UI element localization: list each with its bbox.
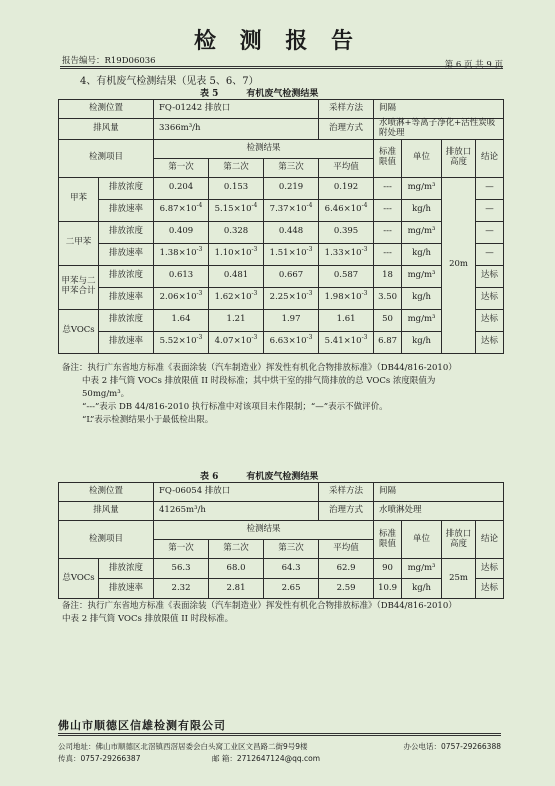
table-cell: --- [374,177,402,199]
table6-flow-value: 41265m³/h [154,502,319,521]
table-row [59,243,504,265]
table5-group-toluene-xylene-total: 甲苯与二甲苯合计 [59,265,99,309]
table-cell: $1.62\times 10^{-3}$ [209,287,264,309]
table-row [59,221,504,243]
table-cell: mg/m³ [402,559,442,579]
table-cell: $6.46\times 10^{-4}$ [319,199,374,221]
table5-param: 排放速率 [99,287,154,309]
table-cell: 56.3 [154,559,209,579]
footer-rule [58,733,501,736]
table5-param: 排放浓度 [99,309,154,331]
note-line: 备注：执行广东省地方标准《表面涂装（汽车制造业）挥发性有机化合物排放标准》（DB44/816-2010） [62,363,457,373]
table6-header-limit: 标准限值 [374,521,402,559]
table-cell: kg/h [402,199,442,221]
table5-header-run3: 第三次 [264,158,319,177]
table5-group-total-vocs: 总VOCs [59,309,99,353]
table6-method-label: 采样方法 [319,483,374,502]
table-cell: $2.06\times 10^{-3}$ [154,287,209,309]
table-cell: 达标 [476,579,504,599]
table5-treatment-label: 治理方式 [319,119,374,140]
table-cell: 90 [374,559,402,579]
table-cell: $5.41\times 10^{-3}$ [319,331,374,353]
table-cell: 0.395 [319,221,374,243]
table-row [59,309,504,331]
table-cell: 62.9 [319,559,374,579]
table6-location-label: 检测位置 [59,483,154,502]
table6-header-item: 检测项目 [59,521,154,559]
report-number: 报告编号：R19D06036 [62,56,156,66]
office-phone: 办公电话：0757-29266388 [403,742,501,751]
table-cell: mg/m³ [402,309,442,331]
table-row [59,287,504,309]
note-line: “---”表示 DB 44/816-2010 执行标准中对该项目未作限制；“—”表示不做评价。 [82,402,388,412]
table-cell: kg/h [402,331,442,353]
table6-header-height: 排放口高度 [442,521,476,559]
table6 [58,482,504,599]
table5-header-run1: 第一次 [154,158,209,177]
table-cell: 0.204 [154,177,209,199]
table5-location-value: FQ-01242 排放口 [154,100,319,119]
table5-flow-label: 排风量 [59,119,154,140]
table-cell: --- [374,221,402,243]
table-cell: kg/h [402,579,442,599]
table-cell: — [476,243,504,265]
table-cell: 3.50 [374,287,402,309]
note-line: 50mg/m³。 [82,389,130,399]
table-cell: 64.3 [264,559,319,579]
table-cell: $7.37\times 10^{-4}$ [264,199,319,221]
table-cell: 2.81 [209,579,264,599]
table-row [59,331,504,353]
table-cell: 0.587 [319,265,374,287]
table6-group-total-vocs: 总VOCs [59,559,99,599]
note-line: 备注：执行广东省地方标准《表面涂装（汽车制造业）挥发性有机化合物排放标准》（DB44/816-2010） [62,601,457,611]
table-cell: 1.61 [319,309,374,331]
table-cell: $6.87\times 10^{-4}$ [154,199,209,221]
table5-param: 排放浓度 [99,177,154,199]
table-cell: 0.219 [264,177,319,199]
table-cell: 0.153 [209,177,264,199]
table6-header-avg: 平均值 [319,540,374,559]
table-cell: 0.448 [264,221,319,243]
note-line: “L”表示检测结果小于最低检出限。 [82,415,214,425]
table-cell: $1.51\times 10^{-3}$ [264,243,319,265]
table5-caption-title: 有机废气检测结果 [246,89,319,99]
table-cell: --- [374,243,402,265]
table5-header-height: 排放口高度 [442,139,476,177]
table-cell: 达标 [476,287,504,309]
table-cell: mg/m³ [402,265,442,287]
table6-location-value: FQ-06054 排放口 [154,483,319,502]
table5-header-unit: 单位 [402,139,442,177]
table5-method-label: 采样方法 [319,100,374,119]
table6-notes [62,600,507,626]
table5-header-limit: 标准限值 [374,139,402,177]
table-cell: $1.38\times 10^{-3}$ [154,243,209,265]
table-cell: 1.21 [209,309,264,331]
table-cell: 达标 [476,331,504,353]
table5-param: 排放浓度 [99,221,154,243]
table5-header-result: 检测结果 [154,139,374,158]
table6-header-run3: 第三次 [264,540,319,559]
table-cell: 0.192 [319,177,374,199]
table-cell: — [476,177,504,199]
table5-header-item: 检测项目 [59,139,154,177]
table-cell: — [476,199,504,221]
table-cell: 50 [374,309,402,331]
table-cell: $1.98\times 10^{-3}$ [319,287,374,309]
fax-number: 传真：0757-29266387 [58,754,141,763]
table-cell: 0.481 [209,265,264,287]
table-cell: 2.65 [264,579,319,599]
table6-height-value: 25m [442,559,476,599]
table6-header-unit: 单位 [402,521,442,559]
table6-method-value: 间隔 [374,483,504,502]
table5-param: 排放速率 [99,199,154,221]
table5-treatment-value: 水喷淋+等离子净化+活性炭吸附处理 [374,119,504,140]
table-cell: 1.97 [264,309,319,331]
table6-caption-title: 有机废气检测结果 [246,472,319,482]
company-address: 公司地址：佛山市顺德区北滘镇西滘居委会白头窝工业区文昌路二街9号9楼 [58,742,308,751]
table6-header-result: 检测结果 [154,521,374,540]
table-cell: $4.07\times 10^{-3}$ [209,331,264,353]
table-cell: $1.33\times 10^{-3}$ [319,243,374,265]
table5-header-run2: 第二次 [209,158,264,177]
table-cell: mg/m³ [402,221,442,243]
table5-param: 排放速率 [99,243,154,265]
table6-flow-label: 排风量 [59,502,154,521]
table6-caption-number: 表 6 [200,472,219,482]
table5-location-label: 检测位置 [59,100,154,119]
table6-treatment-label: 治理方式 [319,502,374,521]
table-cell: 2.32 [154,579,209,599]
table6-param: 排放浓度 [99,559,154,579]
table6-header-conclusion: 结论 [476,521,504,559]
table-cell: 1.64 [154,309,209,331]
table-cell: 0.409 [154,221,209,243]
table5-method-value: 间隔 [374,100,504,119]
table-cell: 6.87 [374,331,402,353]
table5 [58,99,504,354]
table5-notes [62,362,507,427]
note-line: 中表 2 排气筒 VOCs 排放限值 II 时段标准；其中烘干室的排气筒排放的总 VOCs 浓度限值为 [82,376,436,386]
table5-group-xylene: 二甲苯 [59,221,99,265]
table-row [59,199,504,221]
note-line: 中表 2 排气筒 VOCs 排放限值 II 时段标准。 [62,614,234,624]
table-cell: 0.613 [154,265,209,287]
table-cell: 2.59 [319,579,374,599]
table5-header-conclusion: 结论 [476,139,504,177]
section-heading: 4、有机废气检测结果（见表 5、6、7） [80,76,259,87]
table-cell: $5.15\times 10^{-4}$ [209,199,264,221]
table-row [59,559,504,579]
table-cell: $2.25\times 10^{-3}$ [264,287,319,309]
table-cell: mg/m³ [402,177,442,199]
table6-caption [200,469,318,482]
table-cell: --- [374,199,402,221]
table-cell: kg/h [402,287,442,309]
table-cell: 68.0 [209,559,264,579]
table5-header-avg: 平均值 [319,158,374,177]
table-cell: 0.667 [264,265,319,287]
table-cell: 达标 [476,265,504,287]
table6-param: 排放速率 [99,579,154,599]
table-row [59,265,504,287]
table-cell: 达标 [476,559,504,579]
table5-param: 排放浓度 [99,265,154,287]
table5-param: 排放速率 [99,331,154,353]
table-cell: 18 [374,265,402,287]
company-name: 佛山市顺德区信雄检测有限公司 [58,719,226,732]
table5-group-toluene: 甲苯 [59,177,99,221]
table-cell: — [476,221,504,243]
table-cell: kg/h [402,243,442,265]
table6-header-run2: 第二次 [209,540,264,559]
table-cell: 达标 [476,309,504,331]
table5-height-value: 20m [442,177,476,353]
table6-header-run1: 第一次 [154,540,209,559]
table5-flow-value: 3366m³/h [154,119,319,140]
table-row [59,579,504,599]
table-row [59,177,504,199]
table-cell: 10.9 [374,579,402,599]
table6-treatment-value: 水喷淋处理 [374,502,504,521]
table-cell: $5.52\times 10^{-3}$ [154,331,209,353]
table5-caption [200,86,318,99]
table-cell: 0.328 [209,221,264,243]
table-cell: $6.63\times 10^{-3}$ [264,331,319,353]
report-title: 检 测 报 告 [194,28,361,54]
page-number: 第 6 页 共 9 页 [444,60,503,70]
header-rule [60,66,503,69]
table-cell: $1.10\times 10^{-3}$ [209,243,264,265]
table5-caption-number: 表 5 [200,89,219,99]
email-address: 邮 箱：2712647124@qq.com [212,754,321,763]
